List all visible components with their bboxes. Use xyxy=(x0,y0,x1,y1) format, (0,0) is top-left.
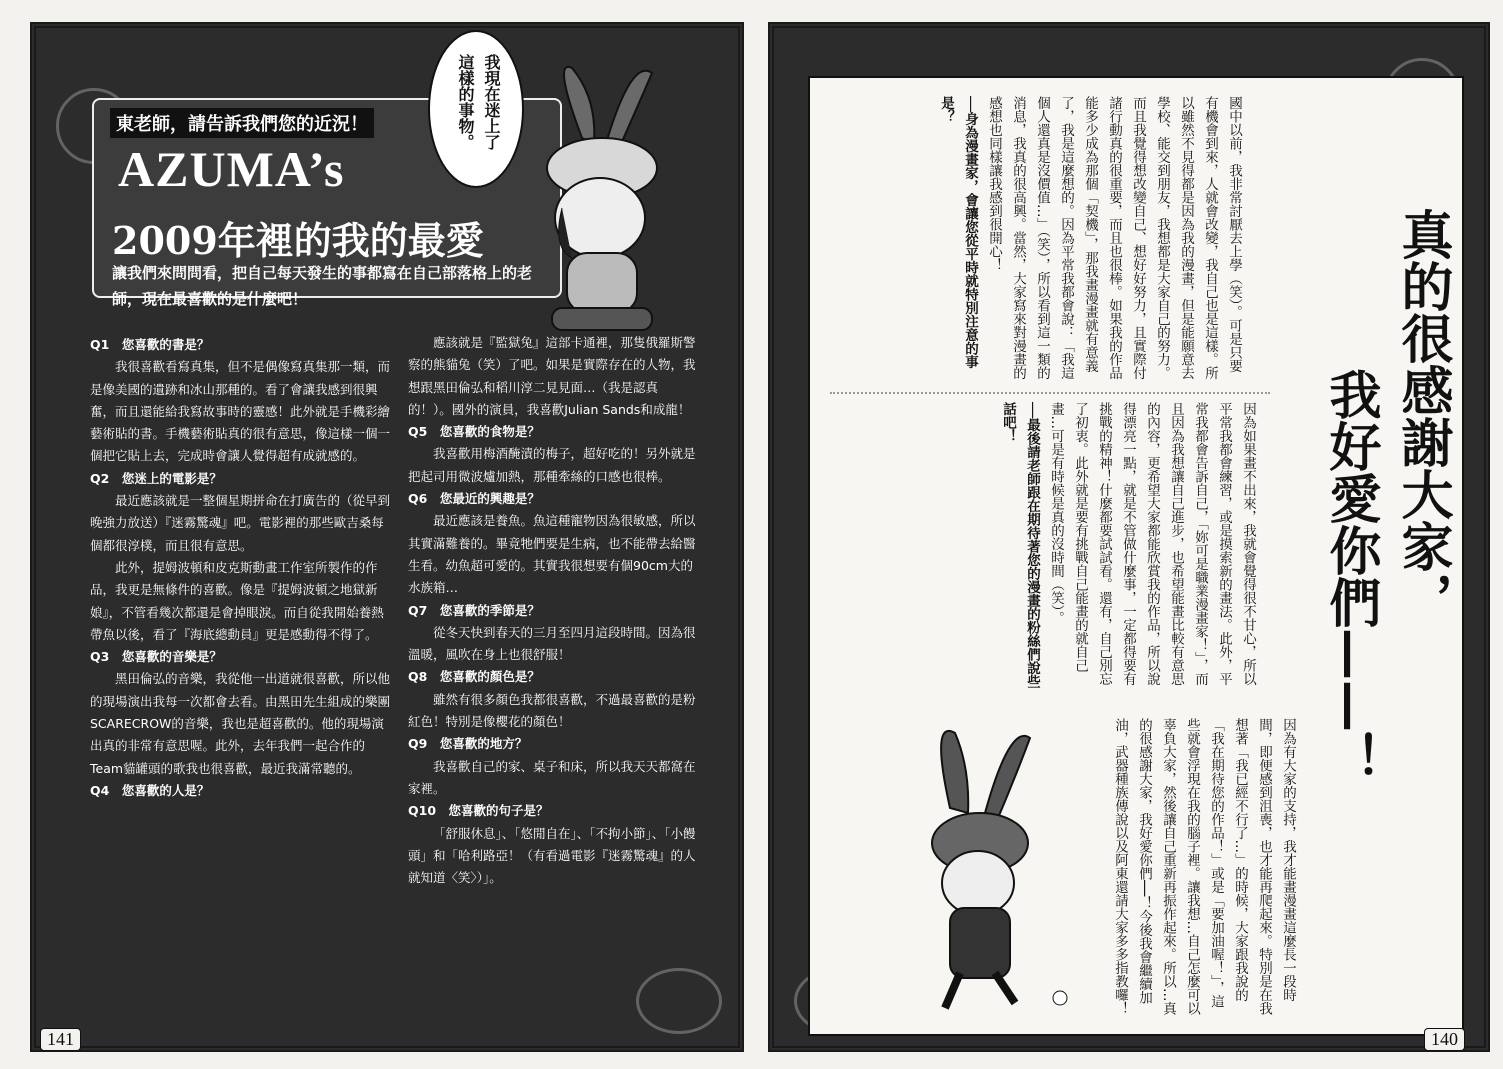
upper-question: ──身為漫畫家，會讓您從平時就特別注意的事是？ xyxy=(938,96,978,369)
question: Q6 您最近的興趣是？ xyxy=(408,491,540,507)
lower-answer: 因為有大家的支持，我才能畫漫畫這麼長一段時間，即便感到沮喪，也才能再爬起來。特別是在我想著「我已經不行了…」的時候，大家跟我說的「我在期待您的作品！」或是「要加油喔！」，這些就會浮現在我的腦子裡。讓我想…自己怎麼可以辜負大家，然後讓自己重新再振作起來。所以…真的很感謝大家，我好愛你們──！今後我會繼續加油，武器種族傳說以及阿東還請大家多多指教囉！ xyxy=(1112,718,1296,1015)
intro-text: 讓我們來問問看，把自己每天發生的事都寫在自己部落格上的老師，現在最喜歡的是什麼吧！ xyxy=(112,264,533,308)
question: Q3 您喜歡的音樂是？ xyxy=(90,649,222,665)
title-subheading: 東老師，請告訴我們您的近況！ xyxy=(110,108,374,138)
answer: 我很喜歡看寫真集，但不是偶像寫真集那一類，而是像美國的遺跡和冰山那種的。看了會讓我感到很興奮，而且還能給我寫故事時的靈感！此外就是手機彩繪藝術貼的書。手機藝術貼真的很有意思，像這樣一個一個把它貼上去，完成時會讓人覺得超有成就感的。 xyxy=(90,359,391,464)
answer: 「舒服休息」、「悠閒自在」、「不拘小節」、「小饅頭」和「哈利路亞！（有看過電影『迷霧驚魂』的人就知道〈笑〉）」。 xyxy=(408,825,696,886)
question: Q1 您喜歡的書是？ xyxy=(90,337,210,352)
question: Q9 您喜歡的地方？ xyxy=(408,736,528,752)
section-divider xyxy=(830,392,1270,394)
qa-column-1 xyxy=(90,334,390,802)
bubble-text-2: 這樣的事物。 xyxy=(456,54,475,150)
rabbit-character-walking-illustration xyxy=(890,718,1090,1018)
answer: 從冬天快到春天的三月至四月這段時間。因為很溫暖，風吹在身上也很舒服！ xyxy=(408,624,696,663)
question: Q4 您喜歡的人是？ xyxy=(90,782,210,798)
bubble-text-1: 我現在迷上了 xyxy=(482,54,501,150)
question: Q2 您迷上的電影是？ xyxy=(90,470,222,486)
answer: 黑田倫弘的音樂，我從他一出道就很喜歡，所以他的現場演出我每一次都會去看。由黑田先生組成的樂團SCARECROW的音樂，我也是超喜歡的。他的現場演出真的非常有意思喔。此外，去年我們一起合作的Team貓罐頭的歌我也很喜歡，最近我滿常聽的。 xyxy=(90,671,391,776)
answer: 最近應該就是一整個星期拼命在打廣告的（從早到晚強力放送）『迷霧驚魂』吧。電影裡的那些歐吉桑每個都很淳樸，而且很有意思。 xyxy=(90,493,391,553)
left-page xyxy=(30,22,744,1052)
question: Q5 您喜歡的食物是？ xyxy=(408,424,540,440)
right-page xyxy=(768,22,1490,1052)
qa-column-2 xyxy=(408,332,698,889)
answer: 最近應該是養魚。魚這種寵物因為很敏感，所以其實滿難養的。畢竟牠們要是生病，也不能帶去給醫生看。幼魚超可愛的。其實我很想要有個90cm大的水族箱… xyxy=(408,513,696,596)
upper-answer: 國中以前，我非常討厭去上學（笑）。可是只要有機會到來，人就會改變，我自己也是這樣。所以雖然不見得都是因為我的漫畫，但是能願意去學校、能交到朋友，我想都是大家自己的努力。而且我覺得想改變自己、想好好努力，且實際付諸行動真的很重要，而且也很棒。如果我的作品能多少成為那個「契機」，那我畫漫畫就有意義了，我是這麼想的。因為平常我都會說：「我這個人還真是沒價值…」（笑），所以看到這一類的消息，我真的很高興。當然，大家寫來對漫畫的感想也同樣讓我感到很開心！ xyxy=(986,96,1242,380)
question: Q7 您喜歡的季節是？ xyxy=(408,602,540,618)
speech-bubble xyxy=(428,30,524,188)
upper-text-block xyxy=(840,96,1246,386)
middle-text-block xyxy=(840,402,1260,692)
lower-text-block xyxy=(1100,718,1300,1018)
headline-line-2: 我好愛你們——！ xyxy=(1320,368,1381,784)
title-azuma: AZUMA’s xyxy=(118,141,345,197)
ornament-swirl xyxy=(636,968,722,1034)
middle-question: ──最後請老師跟在期待著您的漫畫的粉絲們說些話吧！ xyxy=(1000,402,1040,689)
answer: 此外，提姆波頓和皮克斯動畫工作室所製作的作品，我更是無條件的喜歡。像是『提姆波頓之地獄新娘』，不管看幾次都還是會掉眼淚。而自從我開始養熱帶魚以後，看了『海底總動員』更是感動得不得了。 xyxy=(90,559,384,642)
title-favorites: 2009年裡的我的最愛 xyxy=(112,218,484,263)
answer: 我喜歡自己的家、桌子和床，所以我天天都窩在家裡。 xyxy=(408,758,696,796)
answer: 我喜歡用梅酒醃漬的梅子，超好吃的！另外就是把起司用微波爐加熱，那種牽絲的口感也很棒。 xyxy=(408,446,696,484)
answer: 應該就是『監獄兔』這部卡通裡，那隻俄羅斯警察的熊貓兔（笑）了吧。如果是實際存在的人物，我想跟黑田倫弘和稻川淳二見見面…（我是認真的！）。國外的演員，我喜歡Julian Sands和成龍！ xyxy=(408,335,696,417)
page-number: 141 xyxy=(40,1028,81,1051)
middle-answer: 因為如果畫不出來，我就會覺得很不甘心，所以平常我都會練習，或是摸索新的畫法。此外，平常我都會告訴自己，「妳可是職業漫畫家！」，而且因為我想讓自己進步，也希望能畫比較有意思的內容，更希望大家都能欣賞我的作品，所以說得漂亮一點，就是不管做什麼事，一定都得要有挑戰的精神！什麼都要試試看。還有，自己別忘了初衷。此外就是要有挑戰自己能畫的就自己畫…可是有時候是真的沒時間（笑）。 xyxy=(1048,402,1256,686)
page-number: 140 xyxy=(1424,1028,1465,1051)
question: Q10 您喜歡的句子是？ xyxy=(408,803,549,819)
answer: 雖然有很多顏色我都很喜歡，不過最喜歡的是粉紅色！特別是像櫻花的顏色！ xyxy=(408,691,696,730)
rabbit-character-illustration xyxy=(512,58,672,348)
article-panel xyxy=(808,76,1464,1036)
headline-line-1: 真的很感謝大家， xyxy=(1392,208,1453,624)
question: Q8 您喜歡的顏色是？ xyxy=(408,669,540,685)
